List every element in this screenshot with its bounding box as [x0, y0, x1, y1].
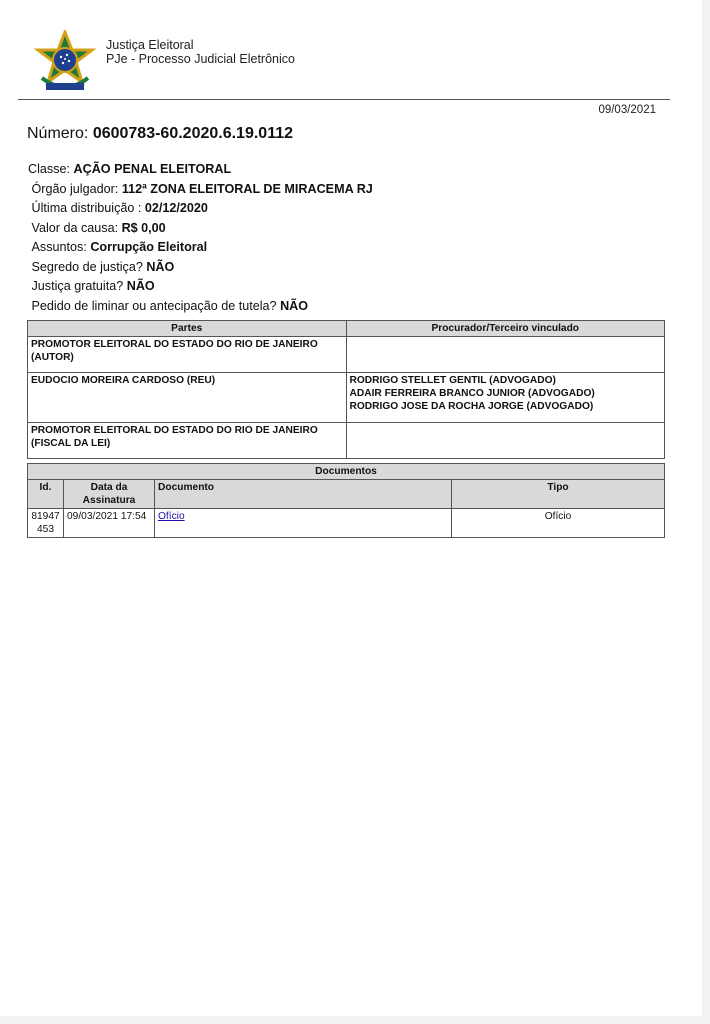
- field-label: Valor da causa:: [31, 220, 122, 235]
- attorney-cell: [346, 373, 665, 423]
- table-row: [28, 423, 665, 459]
- party-cell: PROMOTOR ELEITORAL DO ESTADO DO RIO DE JANEIRO (AUTOR): [28, 337, 347, 373]
- attorney-name: ADAIR FERREIRA BRANCO JUNIOR (ADVOGADO): [349, 388, 595, 399]
- parties-table: [27, 320, 665, 459]
- attorney-cell: [346, 423, 665, 459]
- document-header: [34, 30, 674, 100]
- parties-header: Partes: [28, 321, 347, 337]
- party-cell: EUDOCIO MOREIRA CARDOSO (REU): [28, 373, 347, 423]
- field-label: Segredo de justiça?: [31, 259, 147, 274]
- field-value: 02/12/2020: [144, 201, 208, 215]
- field-liminar: [28, 297, 373, 317]
- document-link[interactable]: Ofício: [158, 511, 185, 522]
- brazil-coat-of-arms-icon: [34, 30, 96, 94]
- field-value: NÃO: [280, 298, 309, 313]
- field-value: NÃO: [146, 259, 175, 274]
- document-date: 09/03/2021: [598, 104, 656, 116]
- field-label: Pedido de liminar ou antecipação de tutela?: [31, 298, 281, 313]
- attorneys-header: Procurador/Terceiro vinculado: [346, 321, 665, 337]
- process-number-value: 0600783-60.2020.6.19.0112: [92, 125, 294, 142]
- field-label: Órgão julgador:: [31, 181, 122, 196]
- id-header: Id.: [28, 480, 64, 509]
- field-value: Corrupção Eleitoral: [90, 240, 208, 254]
- process-number-label: Número:: [27, 125, 89, 142]
- field-label: Última distribuição :: [31, 201, 145, 215]
- field-label: Assuntos:: [31, 240, 91, 254]
- field-value: R$ 0,00: [121, 220, 166, 235]
- field-gratuita: [28, 277, 373, 297]
- field-orgao: [28, 180, 373, 200]
- attorney-name: RODRIGO STELLET GENTIL (ADVOGADO): [349, 375, 556, 386]
- process-number: [27, 125, 293, 143]
- document-date-cell: 09/03/2021 17:54: [64, 509, 155, 538]
- field-label: Classe:: [28, 162, 74, 176]
- party-cell: PROMOTOR ELEITORAL DO ESTADO DO RIO DE JANEIRO (FISCAL DA LEI): [28, 423, 347, 459]
- signature-date-header: Data da Assinatura: [64, 480, 155, 509]
- type-header: Tipo: [452, 480, 665, 509]
- field-value: 112ª ZONA ELEITORAL DE MIRACEMA RJ: [121, 181, 373, 196]
- field-value: AÇÃO PENAL ELEITORAL: [73, 162, 232, 176]
- field-assuntos: [28, 238, 373, 258]
- documents-table: [27, 463, 665, 538]
- table-row: [28, 337, 665, 373]
- attorney-name: RODRIGO JOSE DA ROCHA JORGE (ADVOGADO): [349, 401, 594, 412]
- field-value: NÃO: [126, 279, 155, 293]
- org-name: [106, 38, 295, 66]
- process-fields: [28, 160, 373, 316]
- document-header: Documento: [155, 480, 452, 509]
- org-line-1: Justiça Eleitoral: [106, 38, 194, 52]
- field-label: Justiça gratuita?: [31, 279, 127, 293]
- table-row: [28, 509, 665, 538]
- documents-title-row: [28, 464, 665, 480]
- document-cell: [155, 509, 452, 538]
- org-line-2: PJe - Processo Judicial Eletrônico: [106, 52, 295, 66]
- field-classe: [28, 160, 373, 180]
- documents-header-row: [28, 480, 665, 509]
- document-type: Ofício: [452, 509, 665, 538]
- attorney-cell: [346, 337, 665, 373]
- field-segredo: [28, 258, 373, 278]
- table-row: [28, 373, 665, 423]
- field-valor: [28, 219, 373, 239]
- document-id: 81947 453: [28, 509, 64, 538]
- field-distribuicao: [28, 199, 373, 219]
- header-divider: [18, 99, 670, 100]
- documents-title: Documentos: [28, 464, 665, 480]
- parties-header-row: [28, 321, 665, 337]
